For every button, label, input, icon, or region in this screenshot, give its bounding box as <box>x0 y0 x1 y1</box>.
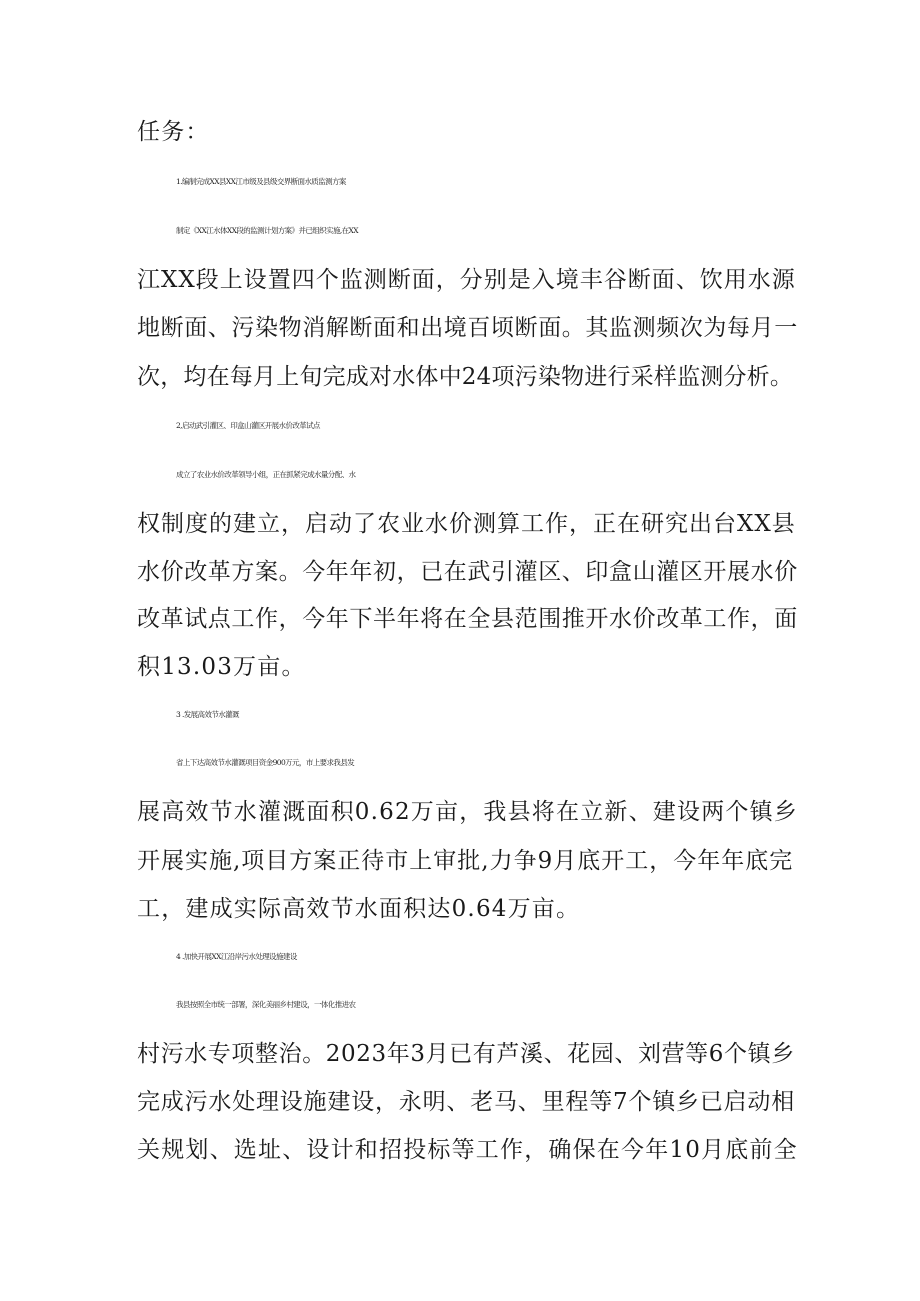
text-line: 我县按照全市统一部署，深化美丽乡村建设，一体化推进农 <box>176 1000 356 1009</box>
text-line: 任务： <box>137 119 210 145</box>
text-line: 完成污水处理设施建设，永明、老马、里程等7个镇乡已启动相 <box>137 1089 796 1115</box>
text-line: 省上下达高效节水灌溉项目资金900万元，市上要求我县发 <box>176 758 355 767</box>
text-line: 次，均在每月上旬完成对水体中24项污染物进行采样监测分析。 <box>137 364 794 390</box>
text-line: 权制度的建立，启动了农业水价测算工作，正在研究出台XX县 <box>137 511 796 537</box>
section-heading: 1.编制完成XX县XX江市级及县级交界断面水质监测方案 <box>176 177 346 186</box>
section-heading: 4 .加快开展XX江沿岸污水处理设施建设 <box>176 952 297 961</box>
text-line: 积13.03万亩。 <box>137 654 306 680</box>
text-line: 成立了农业水价改革领导小组，正在抓紧完成水量分配、水 <box>176 470 356 479</box>
text-line: 展高效节水灌溉面积0.62万亩，我县将在立新、建设两个镇乡 <box>137 799 799 825</box>
text-line: 江XX段上设置四个监测断面，分别是入境丰谷断面、饮用水源 <box>137 267 796 293</box>
text-line: 关规划、选址、设计和招投标等工作，确保在今年10月底前全 <box>137 1137 798 1163</box>
text-line: 村污水专项整治。2023年3月已有芦溪、花园、刘营等6个镇乡 <box>137 1041 795 1067</box>
text-line: 制定《XX江水体XX段的监测计划方案》并已组织实施,在XX <box>176 226 359 235</box>
section-heading: 2,启动武引灌区、印盒山灌区开展水价改革试点 <box>176 421 320 430</box>
text-line: 开展实施,项目方案正待市上审批,力争9月底开工，今年年底完 <box>137 848 794 874</box>
text-line: 改革试点工作，今年下半年将在全县范围推开水价改革工作，面 <box>137 606 798 632</box>
text-line: 地断面、污染物消解断面和出境百顷断面。其监测频次为每月一 <box>137 315 798 341</box>
section-heading: 3 .发展高效节水灌溉 <box>176 710 239 719</box>
text-line: 水价改革方案。今年年初，已在武引灌区、印盒山灌区开展水价 <box>137 559 798 585</box>
text-line: 工，建成实际高效节水面积达0.64万亩。 <box>137 896 581 922</box>
